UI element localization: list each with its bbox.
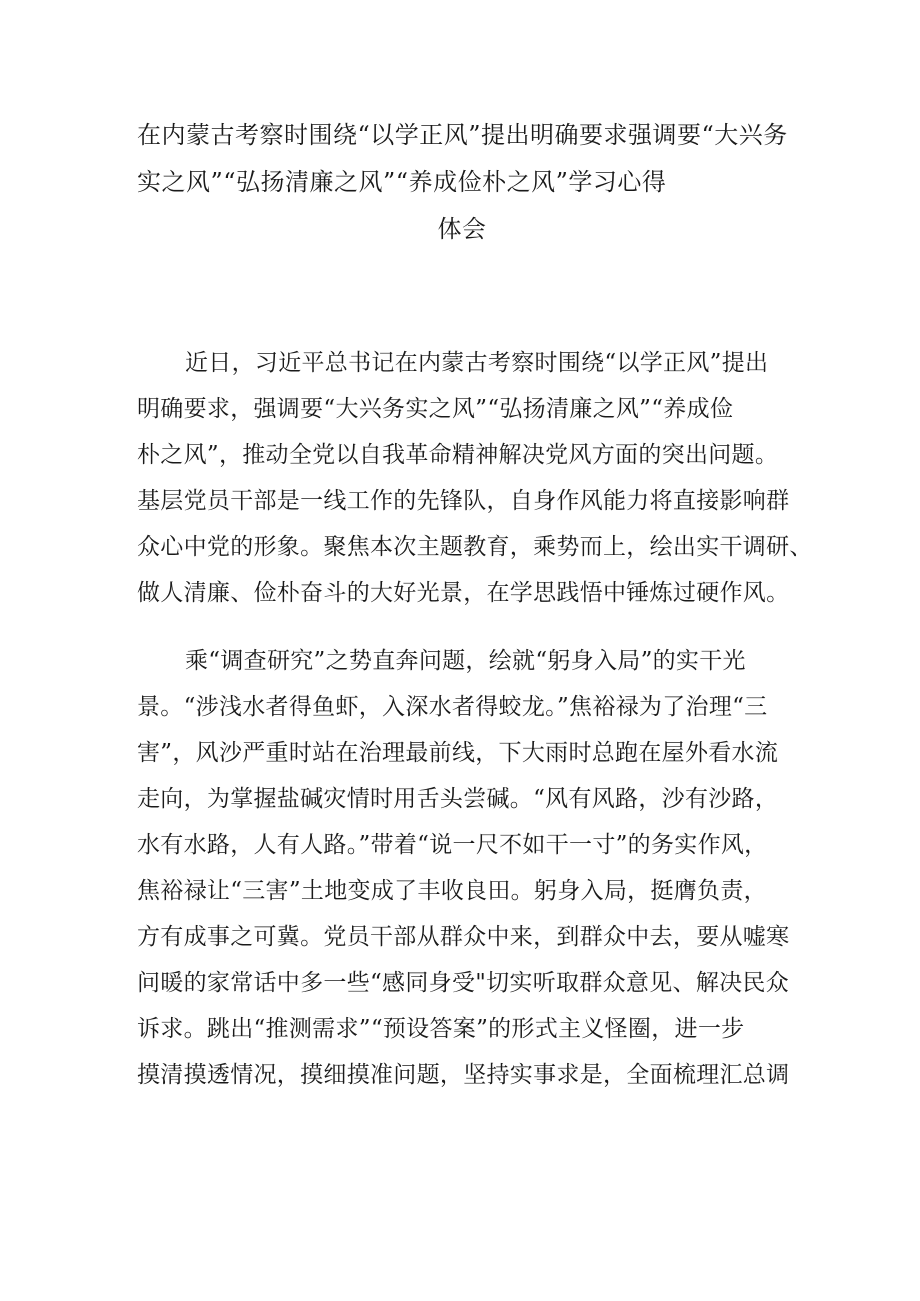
paragraph-line: 水有水路，人有人路。”带着“说一尺不如干一寸”的务实作风， xyxy=(137,832,768,858)
paragraph-line: 朴之风”，推动全党以自我革命精神解决党风方面的突出问题。 xyxy=(137,442,779,468)
paragraph-line: 诉求。跳出“推测需求”“预设答案”的形式主义怪圈，进一步 xyxy=(137,1016,745,1042)
paragraph-line: 众心中党的形象。聚焦本次主题教育，乘势而上，绘出实干调研、 xyxy=(137,534,813,560)
title-line: 实之风”“弘扬清廉之风”“养成俭朴之风”学习心得 xyxy=(137,168,667,196)
paragraph-line: 问暖的家常话中多一些“感同身受"切实听取群众意见、解决民众 xyxy=(137,970,790,996)
paragraph-line: 近日，习近平总书记在内蒙古考察时围绕“以学正风”提出 xyxy=(185,350,769,376)
title-line: 体会 xyxy=(437,215,487,243)
paragraph-line: 基层党员干部是一线工作的先锋队，自身作风能力将直接影响群 xyxy=(137,488,790,514)
paragraph-line: 做人清廉、俭朴奋斗的大好光景，在学思践悟中锤炼过硬作风。 xyxy=(137,580,790,606)
paragraph-line: 摸清摸透情况，摸细摸准问题，坚持实事求是，全面梳理汇总调 xyxy=(137,1062,790,1088)
body-paragraph-2 xyxy=(137,638,789,1098)
paragraph-line: 乘“调查研究”之势直奔问题，绘就“躬身入局”的实干光 xyxy=(185,648,746,674)
paragraph-line: 明确要求，强调要“大兴务实之风”“弘扬清廉之风”“养成俭 xyxy=(137,396,734,422)
paragraph-line: 走向，为掌握盐碱灾情时用舌头尝碱。“风有风路，沙有沙路， xyxy=(137,786,779,812)
paragraph-line: 景。“涉浅水者得鱼虾，入深水者得蛟龙。”焦裕禄为了治理“三 xyxy=(137,694,768,720)
body-paragraph-1 xyxy=(137,340,813,616)
document-title xyxy=(137,112,787,253)
paragraph-line: 方有成事之可冀。党员干部从群众中来，到群众中去，要从嘘寒 xyxy=(137,924,790,950)
paragraph-line: 焦裕禄让“三害”土地变成了丰收良田。躬身入局，挺膺负责， xyxy=(137,878,767,904)
paragraph-line: 害”，风沙严重时站在治理最前线，下大雨时总跑在屋外看水流 xyxy=(137,740,779,766)
title-line: 在内蒙古考察时围绕“以学正风”提出明确要求强调要“大兴务 xyxy=(137,121,788,149)
